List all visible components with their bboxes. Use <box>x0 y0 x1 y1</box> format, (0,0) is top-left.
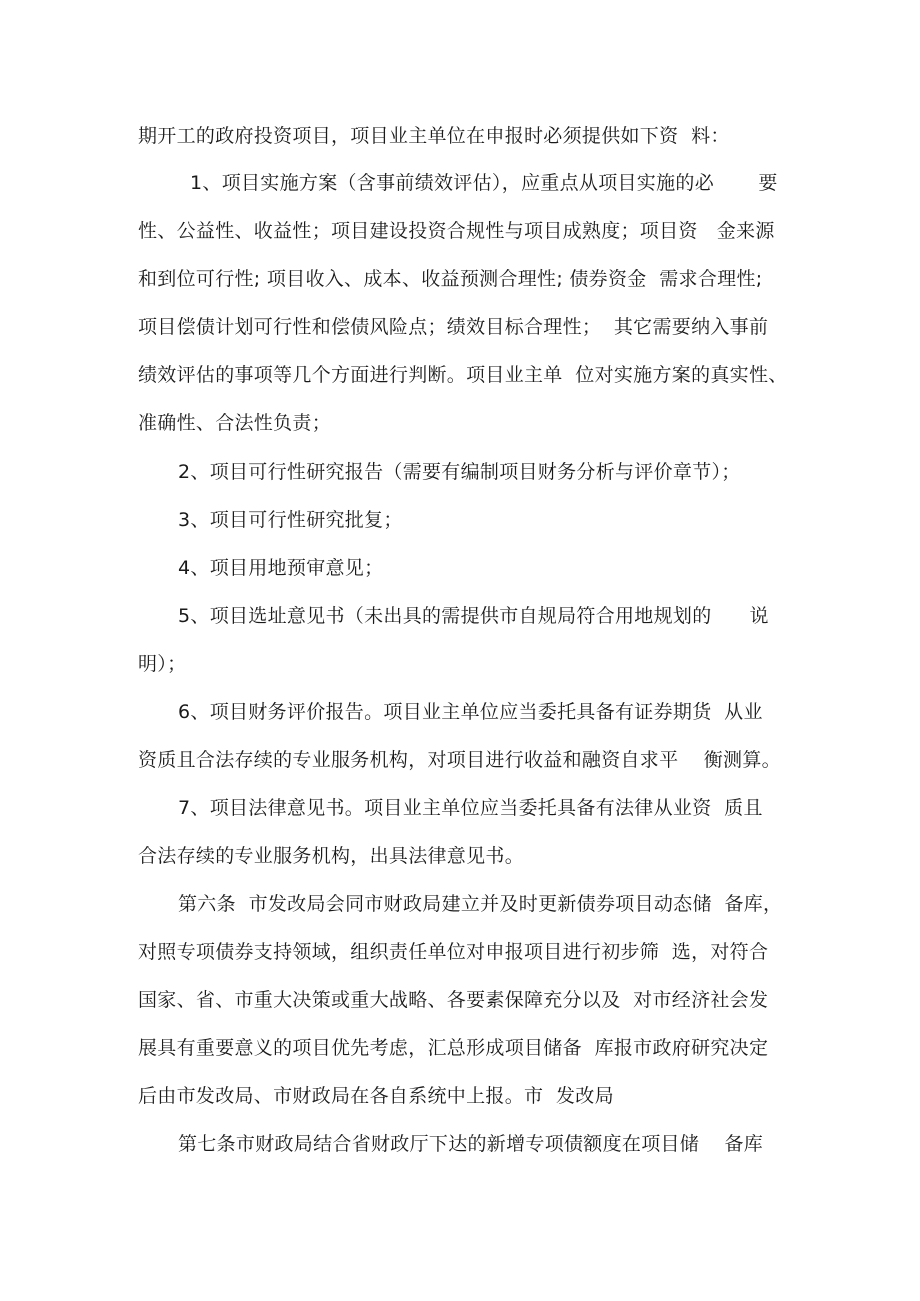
text-line: 明）； <box>138 653 187 675</box>
text-line: 7、项目法律意见书。项目业主单位应当委托具备有法律从业资 质且 <box>178 797 763 819</box>
text-line: 5、项目选址意见书（未出具的需提供市自规局符合用地规划的 说 <box>178 605 769 627</box>
text-line: 合法存续的专业服务机构，出具法律意见书。 <box>138 845 525 867</box>
text-line: 期开工的政府投资项目，项目业主单位在申报时必须提供如下资 料： <box>138 125 730 147</box>
text-line: 3、项目可行性研究批复； <box>178 509 403 531</box>
text-line: 准确性、合法性负责； <box>138 412 332 434</box>
text-line: 后由市发改局、市财政局在各自系统中上报。市 发改局 <box>138 1085 614 1107</box>
text-line: 项目偿债计划可行性和偿债风险点；绩效目标合理性； 其它需要纳入事前 <box>138 316 769 338</box>
text-line: 6、项目财务评价报告。项目业主单位应当委托具备有证券期货 从业 <box>178 701 763 723</box>
text-line: 展具有重要意义的项目优先考虑，汇总形成项目储备 库报市政府研究决定 <box>138 1037 769 1059</box>
text-line: 第七条市财政局结合省财政厅下达的新增专项债额度在项目储 备库 <box>178 1133 764 1155</box>
text-line: 国家、省、市重大决策或重大战略、各要素保障充分以及 对市经济社会发 <box>138 989 769 1011</box>
text-line: 资质且合法存续的专业服务机构，对项目进行收益和融资自求平 衡测算。 <box>138 749 781 771</box>
text-line: 第六条 市发改局会同市财政局建立并及时更新债券项目动态储 备库， <box>178 893 783 915</box>
text-line: 和到位可行性; 项目收入、成本、收益预测合理性; 债券资金 需求合理性; <box>138 268 763 290</box>
text-line: 性、公益性、收益性；项目建设投资合规性与项目成熟度；项目资 金来源 <box>138 220 775 242</box>
text-line: 绩效评估的事项等几个方面进行判断。项目业主单 位对实施方案的真实性、 <box>138 364 788 386</box>
text-line: 4、项目用地预审意见； <box>178 557 384 579</box>
text-line: 1、项目实施方案（含事前绩效评估），应重点从项目实施的必 要 <box>190 172 778 194</box>
text-line: 2、项目可行性研究报告（需要有编制项目财务分析与评价章节）； <box>178 461 741 483</box>
text-line: 对照专项债券支持领域，组织责任单位对申报项目进行初步筛 选，对符合 <box>138 941 769 963</box>
